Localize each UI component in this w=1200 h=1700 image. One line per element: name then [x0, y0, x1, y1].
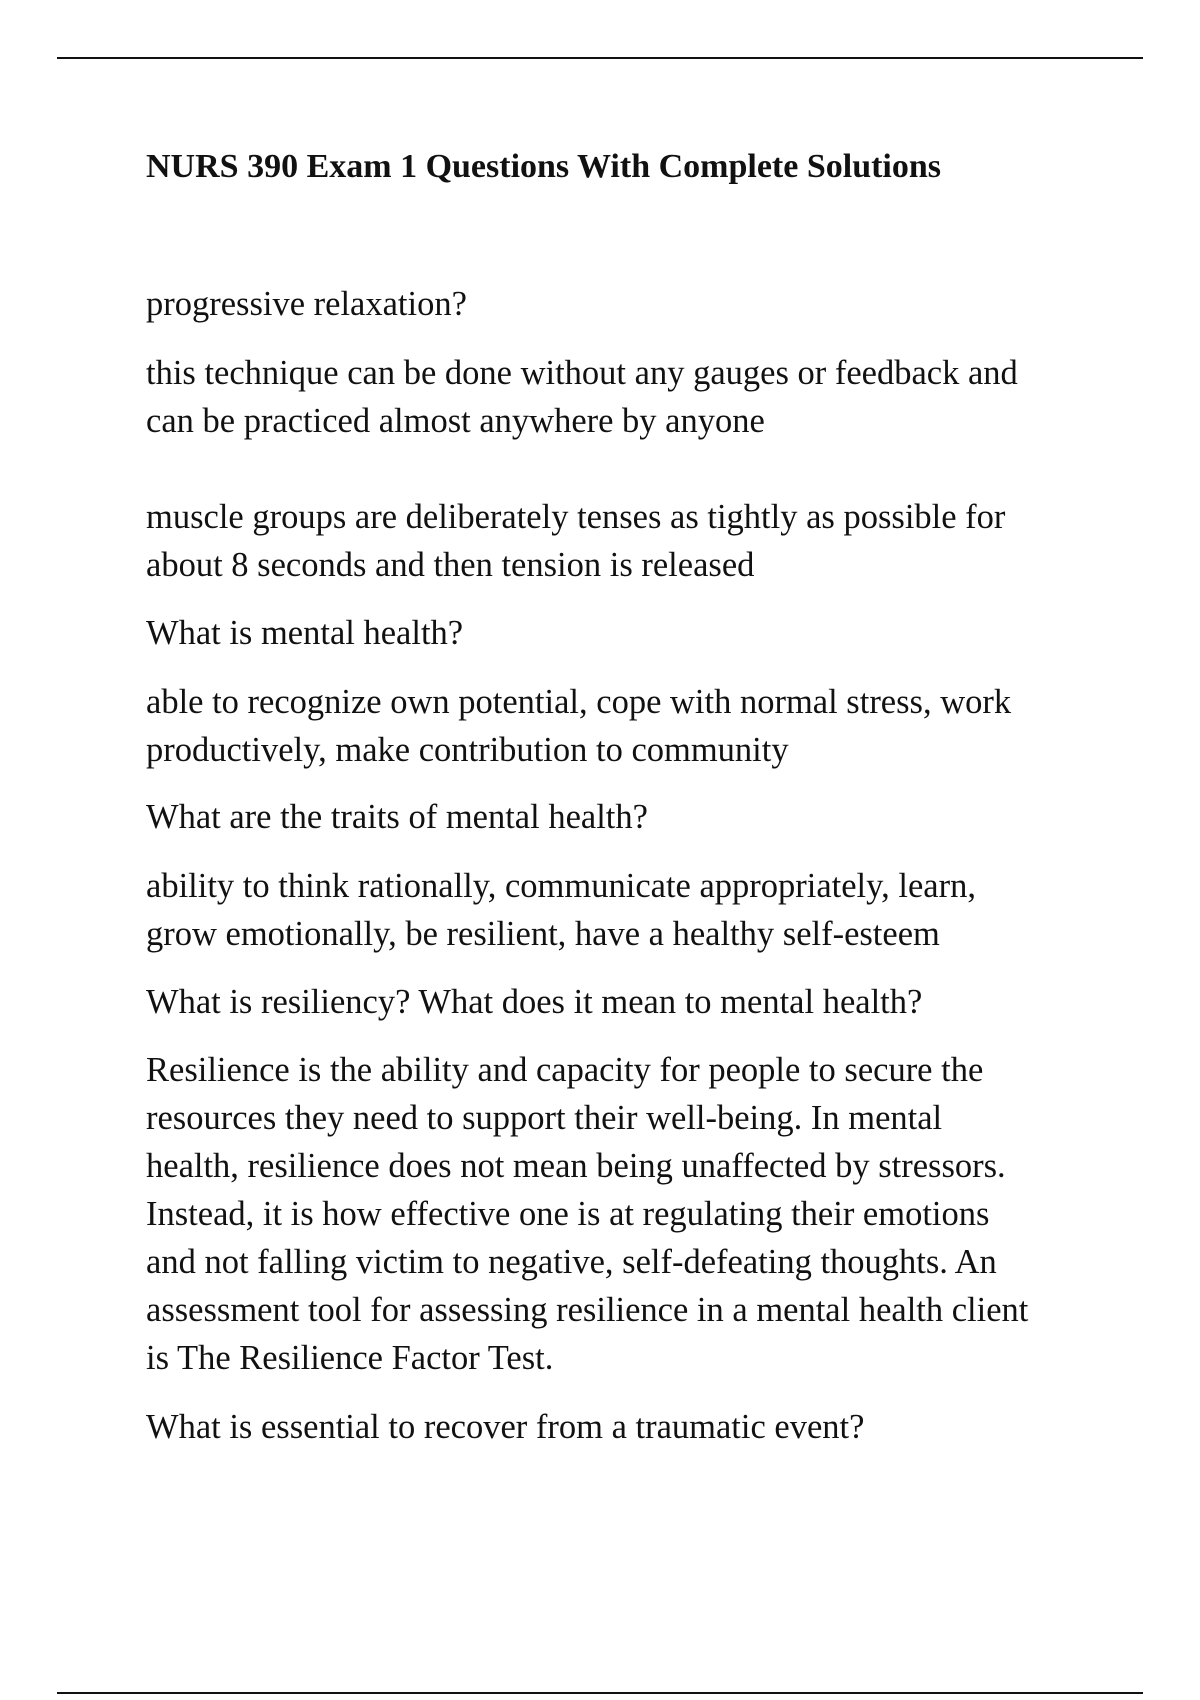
- text-line: progressive relaxation?: [146, 285, 467, 323]
- text-line: Instead, it is how effective one is at regulating their emotions: [146, 1195, 990, 1233]
- text-line: can be practiced almost anywhere by anyone: [146, 402, 765, 440]
- question-traits-mental-health: [146, 793, 1106, 841]
- text-line: productively, make contribution to community: [146, 731, 789, 769]
- text-line: ability to think rationally, communicate appropriately, learn,: [146, 867, 976, 905]
- question-traumatic-event: [146, 1403, 1106, 1451]
- question-progressive-relaxation: [146, 280, 1106, 328]
- text-line: What is resiliency? What does it mean to mental health?: [146, 983, 923, 1021]
- text-line: What is mental health?: [146, 614, 464, 652]
- text-line: muscle groups are deliberately tenses as tightly as possible for: [146, 498, 1006, 536]
- footer-rule: [57, 1692, 1143, 1694]
- text-line: about 8 seconds and then tension is released: [146, 546, 755, 584]
- question-resiliency: [146, 978, 1106, 1026]
- text-line: and not falling victim to negative, self-defeating thoughts. An: [146, 1243, 997, 1281]
- text-line: resources they need to support their well-being. In mental: [146, 1099, 943, 1137]
- text-line: Resilience is the ability and capacity for people to secure the: [146, 1051, 984, 1089]
- answer-resiliency: [146, 1046, 1106, 1382]
- text-line: is The Resilience Factor Test.: [146, 1339, 554, 1377]
- text-line: What are the traits of mental health?: [146, 798, 648, 836]
- question-mental-health: [146, 609, 1106, 657]
- text-line: this technique can be done without any gauges or feedback and: [146, 354, 1018, 392]
- answer-progressive-relaxation-1: [146, 349, 1106, 445]
- text-line: able to recognize own potential, cope with normal stress, work: [146, 683, 1012, 721]
- header-rule: [57, 57, 1143, 59]
- answer-progressive-relaxation-2: [146, 493, 1106, 589]
- text-line: assessment tool for assessing resilience in a mental health client: [146, 1291, 1029, 1329]
- answer-mental-health: [146, 678, 1106, 774]
- text-line: What is essential to recover from a traumatic event?: [146, 1408, 865, 1446]
- answer-traits-mental-health: [146, 862, 1106, 958]
- document-title: NURS 390 Exam 1 Questions With Complete Solutions: [146, 148, 942, 185]
- text-line: health, resilience does not mean being unaffected by stressors.: [146, 1147, 1006, 1185]
- text-line: grow emotionally, be resilient, have a healthy self-esteem: [146, 915, 940, 953]
